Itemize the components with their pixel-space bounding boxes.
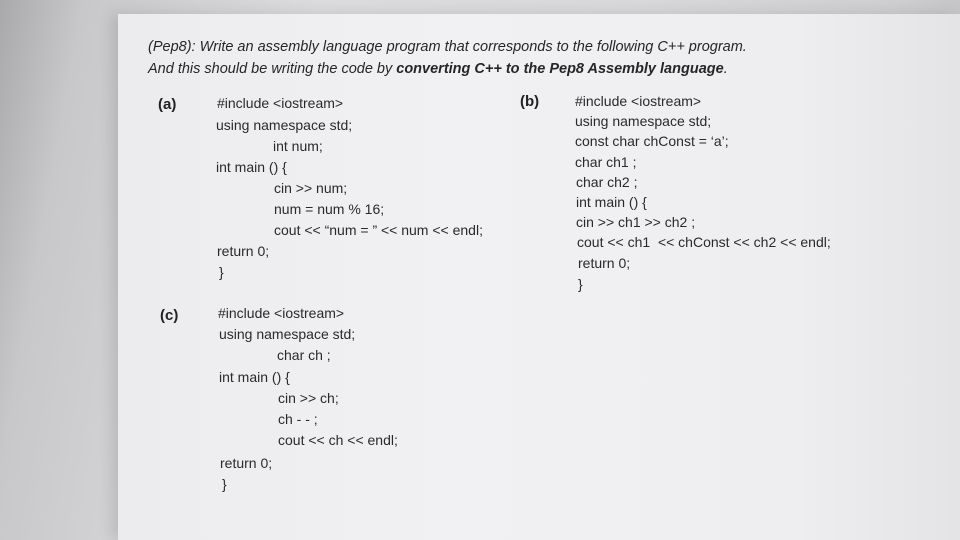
section-c-line: int main () {	[219, 369, 290, 385]
section-a-line: int main () {	[216, 159, 287, 175]
section-a-line: cout << “num = ” << num << endl;	[274, 222, 483, 238]
section-a-line: #include <iostream>	[217, 95, 344, 111]
problem-line-2-emphasis: converting C++ to the Pep8 Assembly language	[396, 61, 724, 77]
section-b-line: int main () {	[576, 194, 647, 210]
section-c-line: cin >> ch;	[278, 390, 339, 406]
problem-line-1: (Pep8): Write an assembly language program that corresponds to the following C++ program.	[148, 39, 747, 55]
section-a-line: num = num % 16;	[274, 201, 385, 217]
section-b-line: char ch1 ;	[575, 154, 637, 170]
section-a-line: int num;	[273, 138, 323, 154]
section-a-label: (a)	[158, 96, 177, 113]
problem-line-2-end: .	[723, 61, 728, 77]
section-b-line: #include <iostream>	[575, 93, 702, 109]
problem-line-2	[148, 58, 747, 80]
section-c-line: return 0;	[220, 455, 273, 471]
section-b-line: return 0;	[578, 255, 631, 271]
section-a-line: using namespace std;	[216, 117, 353, 133]
section-b-label: (b)	[520, 93, 540, 110]
section-b-line: }	[578, 276, 583, 292]
section-c-line: char ch ;	[277, 347, 331, 363]
section-b-line: const char chConst = ‘a’;	[575, 133, 729, 149]
section-b-line: using namespace std;	[575, 113, 712, 129]
section-c-line: ch - - ;	[278, 411, 318, 427]
section-b-line: char ch2 ;	[576, 174, 638, 190]
problem-line-2-text: And this should be writing the code by	[148, 61, 397, 77]
section-c-line: }	[222, 476, 227, 492]
section-a-line: }	[219, 264, 224, 280]
section-c-line: using namespace std;	[219, 326, 356, 342]
section-b-line: cin >> ch1 >> ch2 ;	[576, 214, 696, 230]
section-c-line: #include <iostream>	[218, 305, 345, 321]
problem-statement	[148, 36, 747, 80]
section-a-line: cin >> num;	[274, 180, 348, 196]
section-a-line: return 0;	[217, 243, 270, 259]
section-c-line: cout << ch << endl;	[278, 432, 398, 448]
section-c-label: (c)	[160, 307, 179, 324]
section-b-line: cout << ch1 << chConst << ch2 << endl;	[577, 234, 831, 250]
